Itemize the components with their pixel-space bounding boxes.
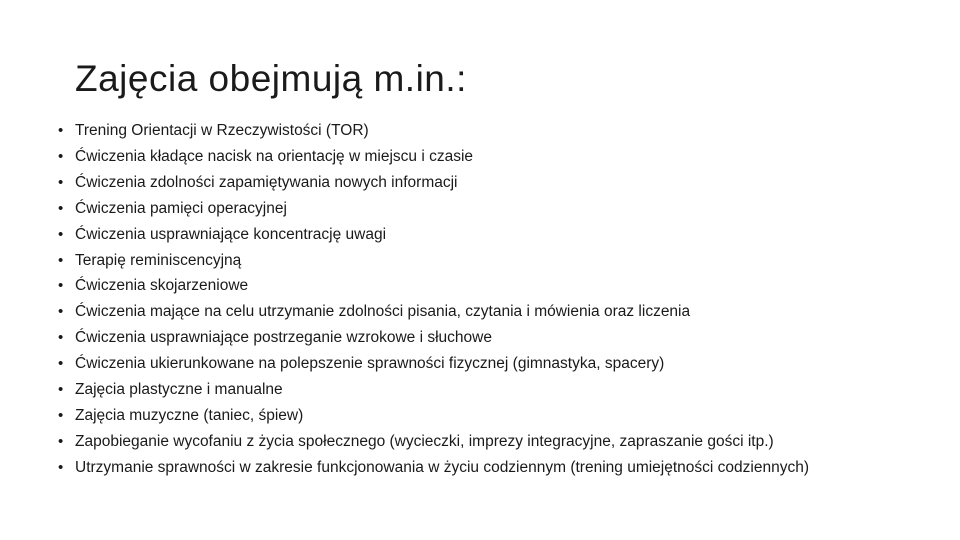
bullet-icon: • [58,199,64,217]
bullet-icon: • [58,122,64,139]
bullet-icon: • [58,225,64,243]
list-item-text: Zapobieganie wycofaniu z życia społecznego (wycieczki, imprezy integracyjne, zapraszanie gości itp.) [75,432,774,450]
list-item [58,377,918,403]
bullet-icon: • [58,355,64,373]
bullet-icon: • [58,173,64,191]
list-item [58,325,918,351]
bullet-icon: • [58,303,64,321]
list-item [58,170,918,196]
list-item-text: Ćwiczenia usprawniające koncentrację uwagi [75,225,387,243]
list-item-text: Terapię reminiscencyjną [75,251,242,269]
bullet-icon: • [58,406,64,424]
bullet-icon: • [58,432,64,450]
list-item-text: Ćwiczenia usprawniające postrzeganie wzrokowe i słuchowe [75,329,492,347]
list-item-text: Ćwiczenia kładące nacisk na orientację w miejscu i czasie [75,147,474,165]
bullet-icon: • [58,458,64,476]
list-item-text: Zajęcia plastyczne i manualne [75,381,283,399]
list-item [58,429,918,455]
list-item [58,455,918,475]
list-item-text: Zajęcia muzyczne (taniec, śpiew) [75,406,304,424]
list-item [58,403,918,429]
slide-title: Zajęcia obejmują m.in.: [75,58,467,99]
bullet-list [58,118,918,475]
list-item [58,222,918,248]
list-item [58,299,918,325]
bullet-icon: • [58,251,64,269]
bullet-icon: • [58,147,64,165]
list-item-text: Ćwiczenia pamięci operacyjnej [75,199,287,217]
list-item [58,144,918,170]
list-item [58,273,918,299]
list-item [58,196,918,222]
bullet-icon: • [58,381,64,399]
list-item [58,248,918,274]
list-item-text: Trening Orientacji w Rzeczywistości (TOR) [75,122,369,139]
list-item-text: Utrzymanie sprawności w zakresie funkcjonowania w życiu codziennym (trening umiejętności codziennych) [75,458,809,476]
list-item-text: Ćwiczenia mające na celu utrzymanie zdolności pisania, czytania i mówienia oraz liczenia [75,303,691,321]
bullet-icon: • [58,329,64,347]
bullet-icon: • [58,277,64,295]
list-item-text: Ćwiczenia skojarzeniowe [75,277,249,295]
list-item-text: Ćwiczenia ukierunkowane na polepszenie sprawności fizycznej (gimnastyka, spacery) [75,355,665,373]
list-item [58,351,918,377]
list-item [58,118,918,144]
list-item-text: Ćwiczenia zdolności zapamiętywania nowych informacji [75,173,458,191]
